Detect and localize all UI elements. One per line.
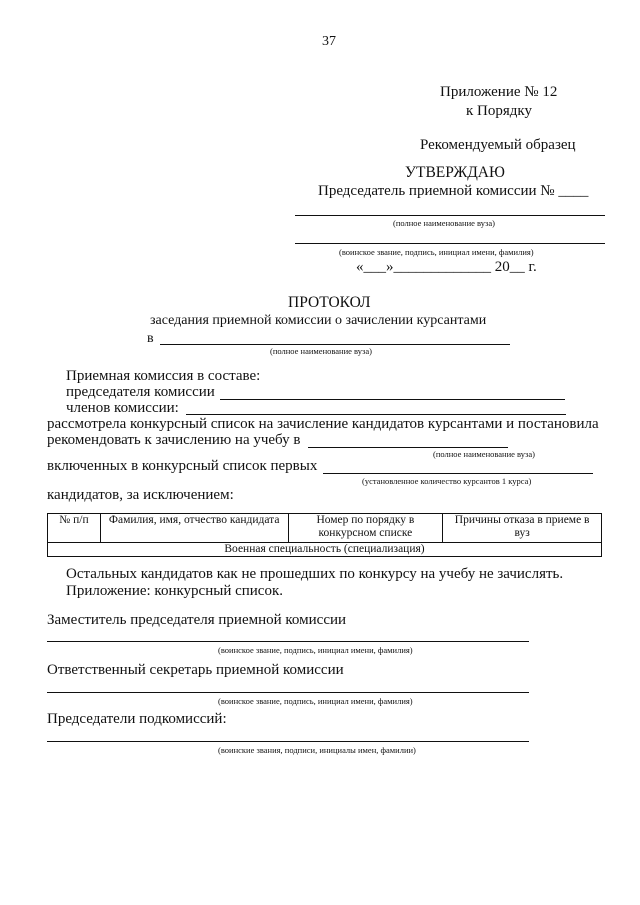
column-header-number: № п/п [48,514,101,543]
body-line-4: рассмотрела конкурсный список на зачисление кандидатов курсантами и постановила [47,416,599,432]
secretary-line [47,692,529,693]
protocol-subtitle: заседания приемной комиссии о зачислении курсантами [150,313,487,328]
column-header-reason: Причины отказа в приеме в вуз [443,514,602,543]
body-line-3: членов комиссии: [66,400,179,416]
university-fill-line [308,447,508,448]
count-caption: (установленное количество курсантов 1 курса) [362,476,532,486]
body-line-7: кандидатов, за исключением: [47,487,234,503]
body-line-5: рекомендовать к зачислению на учебу в [47,432,301,448]
table-header-row [48,514,602,543]
university-caption: (полное наименование вуза) [393,218,495,228]
body-university-caption: (полное наименование вуза) [433,449,535,459]
secretary-caption: (воинское звание, подпись, инициал имени, фамилия) [218,696,413,706]
members-fill-line [186,414,566,415]
signature-caption: (воинское звание, подпись, инициал имени, фамилия) [339,247,534,257]
university-line [295,215,605,216]
in-prefix: в [147,331,154,346]
title-university-line [160,344,510,345]
subcommission-line [47,741,529,742]
appendix-label: Приложение № 12 [440,84,558,100]
body-line-1: Приемная комиссия в составе: [66,368,261,384]
after-table-line-2: Приложение: конкурсный список. [66,583,284,599]
secretary-title: Ответственный секретарь приемной комиссии [47,662,344,678]
deputy-chairman-title: Заместитель председателя приемной комиссии [47,612,347,628]
body-line-6: включенных в конкурсный список первых [47,458,318,474]
count-fill-line [323,473,593,474]
table-row [48,543,602,557]
subcommission-caption: (воинские звания, подписи, инициалы имен, фамилии) [218,745,416,755]
exceptions-table [47,513,602,557]
approve-heading: УТВЕРЖДАЮ [405,164,505,181]
signature-line [295,243,605,244]
approval-date: «___»_____________ 20__ г. [356,259,537,275]
deputy-chairman-caption: (воинское звание, подпись, инициал имени, фамилия) [218,645,413,655]
column-header-list-number: Номер по порядку в конкурсном списке [288,514,443,543]
deputy-chairman-line [47,641,529,642]
subcommission-title: Председатели подкомиссий: [47,711,227,727]
chairman-fill-line [220,399,565,400]
chairman-label: Председатель приемной комиссии № ____ [318,183,589,199]
column-header-name: Фамилия, имя, отчество кандидата [100,514,288,543]
body-line-2: председателя комиссии [66,384,215,400]
specialty-row: Военная специальность (специализация) [48,543,602,557]
protocol-title: ПРОТОКОЛ [288,294,371,311]
title-university-caption: (полное наименование вуза) [270,346,372,356]
sample-label: Рекомендуемый образец [420,137,576,153]
order-label: к Порядку [466,103,532,119]
after-table-line-1: Остальных кандидатов как не прошедших по конкурсу на учебу не зачислять. [66,566,564,582]
page-number: 37 [322,34,336,49]
